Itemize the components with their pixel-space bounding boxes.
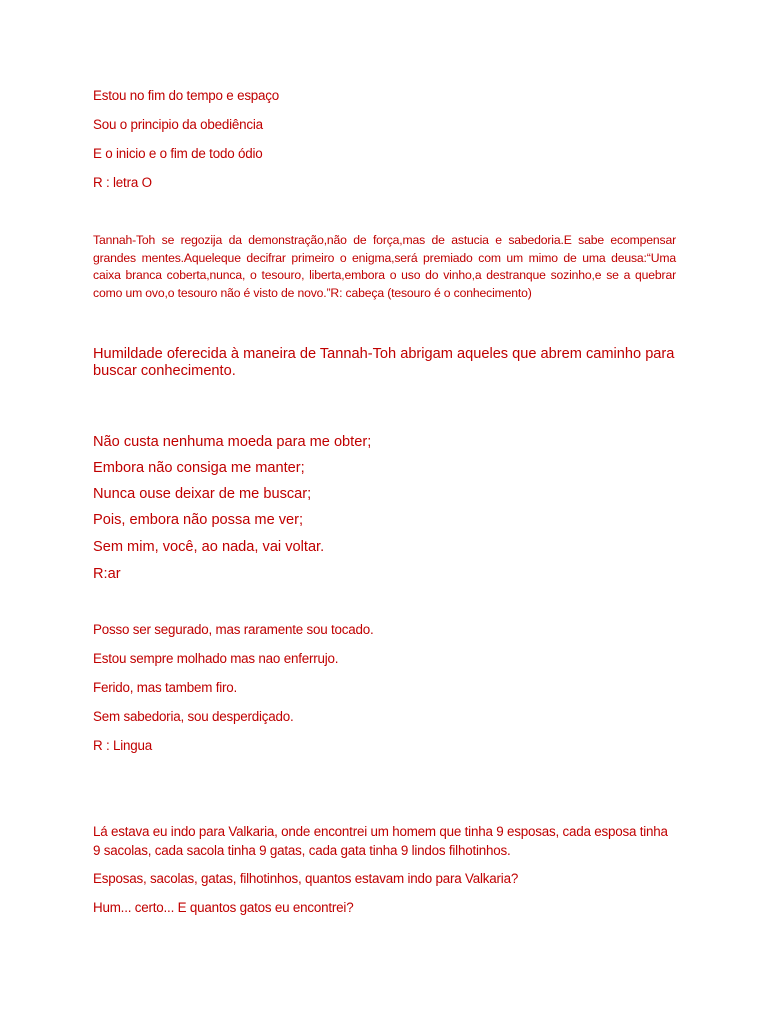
riddle2-paragraph: Tannah-Toh se regozija da demonstração,não de força,mas de astucia e sabedoria.E sabe ecompensar grandes mentes.Aqueleque decifrar primeiro o enigma,será premiado com um mimo de uma deusa:“Uma caixa branca coberta,nunca, o tesouro, liberta,embora o uso do vinho,a destranque sozinho,e se a quebrar como um ovo,o tesouro não é visto de novo.”R: cabeça (tesouro é o conhecimento) [93, 233, 676, 300]
riddle5-question-2: Hum... certo... E quantos gatos eu encontrei? [93, 900, 354, 915]
riddle4-answer: R : Lingua [93, 738, 153, 753]
humility-paragraph: Humildade oferecida à maneira de Tannah-Toh abrigam aqueles que abrem caminho para buscar conhecimento. [93, 346, 675, 379]
riddle4-line-2: Estou sempre molhado mas nao enferrujo. [93, 651, 339, 666]
riddle4-line-4: Sem sabedoria, sou desperdiçado. [93, 709, 294, 724]
riddle1-line-3: E o inicio e o fim de todo ódio [93, 146, 263, 161]
riddle3-answer: R:ar [93, 566, 121, 582]
riddle1-answer: R : letra O [93, 175, 152, 190]
riddle3-line-2: Embora não consiga me manter; [93, 460, 305, 476]
riddle3-line-1: Não custa nenhuma moeda para me obter; [93, 434, 372, 450]
riddle5-question-1: Esposas, sacolas, gatas, filhotinhos, quantos estavam indo para Valkaria? [93, 871, 519, 886]
riddle3-line-5: Sem mim, você, ao nada, vai voltar. [93, 539, 325, 555]
riddle4-line-1: Posso ser segurado, mas raramente sou tocado. [93, 622, 374, 637]
riddle4-line-3: Ferido, mas tambem firo. [93, 680, 238, 695]
riddle5-paragraph: Lá estava eu indo para Valkaria, onde encontrei um homem que tinha 9 esposas, cada esposa tinha 9 sacolas, cada sacola tinha 9 gatas, cada gata tinha 9 lindos filhotinhos. [93, 824, 668, 858]
riddle3-line-3: Nunca ouse deixar de me buscar; [93, 486, 312, 502]
riddle1-line-2: Sou o principio da obediência [93, 117, 263, 132]
riddle1-line-1: Estou no fim do tempo e espaço [93, 88, 280, 103]
riddle3-line-4: Pois, embora não possa me ver; [93, 512, 304, 528]
